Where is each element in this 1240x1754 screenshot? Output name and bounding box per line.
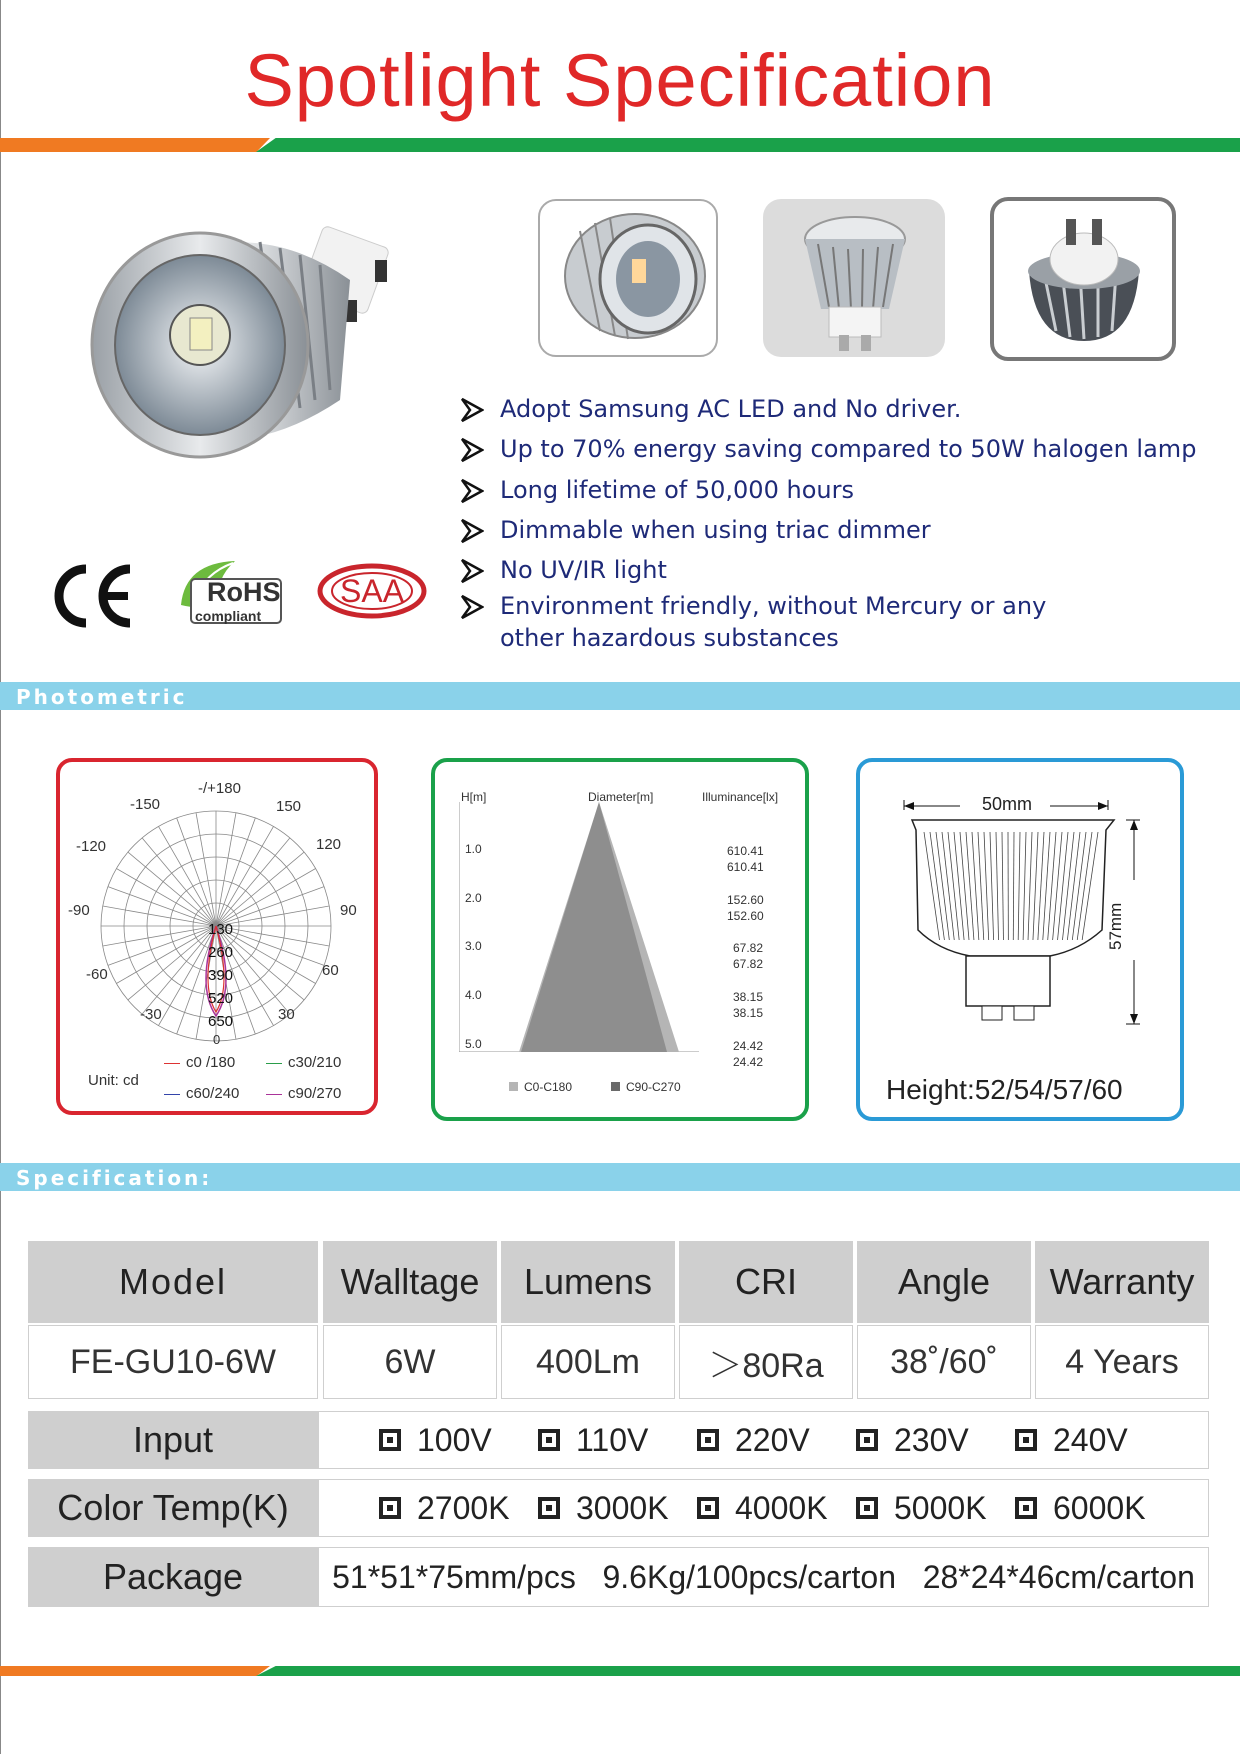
lux-value: 38.15 — [733, 1006, 764, 1020]
lux-value: 152.60 — [727, 893, 764, 907]
input-option[interactable]: 100V — [379, 1422, 492, 1459]
rohs-text: RoHS — [207, 577, 281, 607]
lux-value: 38.15 — [733, 990, 764, 1004]
angle-label: 150 — [276, 798, 302, 815]
header-cri: CRI — [679, 1241, 853, 1323]
legend-c90: c90/270 — [266, 1085, 341, 1102]
photometric-band — [0, 682, 1240, 710]
page-left-border — [0, 0, 1, 1754]
checkbox-icon — [856, 1429, 878, 1451]
package-value-cell — [318, 1547, 1209, 1607]
height-value: 3.0 — [465, 939, 482, 953]
h-axis-label: H[m] — [461, 790, 487, 804]
value-wattage: 6W — [323, 1325, 497, 1399]
arrow-bullet-icon — [460, 437, 484, 463]
angle-label: -60 — [86, 966, 108, 983]
height-value: 1.0 — [465, 842, 482, 856]
feature-item: Long lifetime of 50,000 hours — [500, 476, 854, 504]
angle-label: 30 — [278, 1006, 295, 1023]
angle-label: 60 — [322, 962, 339, 979]
checkbox-icon — [379, 1497, 401, 1519]
thumb-photo-front — [538, 199, 718, 357]
header-warranty: Warranty — [1035, 1241, 1209, 1323]
checkbox-icon — [538, 1429, 560, 1451]
rohs-logo — [175, 555, 283, 631]
feature-item: Dimmable when using triac dimmer — [500, 516, 931, 544]
height-value: 5.0 — [465, 1037, 482, 1051]
heights-caption: Height:52/54/57/60 — [886, 1074, 1123, 1105]
header-wattage: Walltage — [323, 1241, 497, 1323]
lux-value: 67.82 — [733, 941, 764, 955]
feature-item: Environment friendly, without Mercury or any — [500, 592, 1046, 620]
angle-label: -90 — [68, 902, 90, 919]
color-temp-label: Color Temp(K) — [28, 1479, 318, 1537]
lamp-dimension-drawing — [890, 790, 1170, 1060]
package-label: Package — [28, 1547, 318, 1607]
radial-label: 650 — [208, 1013, 234, 1030]
color-temp-option[interactable]: 2700K — [379, 1490, 510, 1527]
package-value: 51*51*75mm/pcs 9.6Kg/100pcs/carton 28*24*46cm/carton — [332, 1558, 1195, 1595]
lux-value: 610.41 — [727, 860, 764, 874]
checkbox-icon — [1015, 1429, 1037, 1451]
arrow-bullet-icon — [460, 397, 484, 423]
cone-diagram-box — [431, 758, 809, 1121]
radial-label: 390 — [208, 967, 234, 984]
color-temp-option[interactable]: 4000K — [697, 1490, 828, 1527]
polar-diagram-box — [56, 758, 378, 1115]
saa-logo — [316, 561, 428, 621]
input-label: Input — [28, 1411, 318, 1469]
input-option[interactable]: 110V — [538, 1422, 648, 1459]
height-value: 2.0 — [465, 891, 482, 905]
checkbox-icon — [697, 1429, 719, 1451]
feature-item-continued: other hazardous substances — [500, 624, 839, 652]
legend-c0: c0 /180 — [164, 1054, 235, 1071]
ce-logo — [54, 563, 136, 629]
dimension-diagram-box — [856, 758, 1184, 1121]
angle-label: 90 — [340, 902, 357, 919]
unit-label: Unit: cd — [88, 1072, 139, 1089]
section-title-photometric: Photometric — [16, 685, 188, 709]
radial-label: 520 — [208, 990, 234, 1007]
arrow-bullet-icon — [460, 558, 484, 584]
checkbox-icon — [379, 1429, 401, 1451]
cone-legend-c0: C0-C180 — [509, 1080, 572, 1094]
feature-item: Up to 70% energy saving compared to 50W halogen lamp — [500, 435, 1196, 463]
illuminance-label: Illuminance[lx] — [702, 790, 779, 804]
radial-label: 260 — [208, 944, 234, 961]
input-option[interactable]: 230V — [856, 1422, 969, 1459]
color-temp-option[interactable]: 6000K — [1015, 1490, 1146, 1527]
top-stripe-green — [256, 138, 1240, 152]
saa-text: SAA — [340, 573, 405, 609]
feature-item: No UV/IR light — [500, 556, 667, 584]
arrow-bullet-icon — [460, 518, 484, 544]
legend-c60: c60/240 — [164, 1085, 239, 1102]
legend-c30: c30/210 — [266, 1054, 341, 1071]
height-dimension: 57mm — [1106, 902, 1125, 950]
angle-label: -30 — [140, 1006, 162, 1023]
main-product-photo — [80, 210, 420, 490]
angle-label: -/+180 — [198, 780, 241, 797]
lux-value: 152.60 — [727, 909, 764, 923]
angle-label: 0 — [213, 1032, 221, 1047]
value-angle: 38˚/60˚ — [857, 1325, 1031, 1399]
thumb-photo-side — [763, 199, 945, 357]
diameter-label: Diameter[m] — [588, 790, 654, 804]
width-dimension: 50mm — [982, 794, 1033, 814]
height-value: 4.0 — [465, 988, 482, 1002]
header-model: Model — [28, 1241, 318, 1323]
page-title: Spotlight Specification — [244, 39, 996, 122]
specification-band — [0, 1163, 1240, 1191]
feature-item: Adopt Samsung AC LED and No driver. — [500, 395, 961, 423]
value-cri: ＞80Ra — [679, 1325, 853, 1399]
checkbox-icon — [1015, 1497, 1037, 1519]
angle-label: -120 — [76, 838, 107, 855]
input-options — [318, 1411, 1209, 1469]
checkbox-icon — [538, 1497, 560, 1519]
header-angle: Angle — [857, 1241, 1031, 1323]
value-warranty: 4 Years — [1035, 1325, 1209, 1399]
bottom-stripe-green — [256, 1666, 1240, 1676]
checkbox-icon — [856, 1497, 878, 1519]
color-temp-option[interactable]: 3000K — [538, 1490, 669, 1527]
color-temp-option[interactable]: 5000K — [856, 1490, 987, 1527]
cone-legend-c90: C90-C270 — [611, 1080, 681, 1094]
section-title-specification: Specification: — [16, 1166, 213, 1190]
arrow-bullet-icon — [460, 594, 484, 620]
bottom-stripe-orange — [0, 1666, 270, 1676]
angle-label: -150 — [130, 796, 161, 813]
thumb-photo-back — [990, 197, 1176, 361]
arrow-bullet-icon — [460, 478, 484, 504]
header-lumens: Lumens — [501, 1241, 675, 1323]
input-option[interactable]: 240V — [1015, 1422, 1128, 1459]
lux-value: 67.82 — [733, 957, 764, 971]
checkbox-icon — [697, 1497, 719, 1519]
top-stripe-orange — [0, 138, 270, 152]
spec-table — [28, 1241, 1212, 1607]
angle-label: 120 — [316, 836, 342, 853]
lux-value: 24.42 — [733, 1039, 764, 1053]
value-lumens: 400Lm — [501, 1325, 675, 1399]
rohs-subtext: compliant — [195, 608, 262, 624]
lux-value: 24.42 — [733, 1055, 764, 1069]
radial-label: 130 — [208, 921, 234, 938]
value-model: FE-GU10-6W — [28, 1325, 318, 1399]
input-option[interactable]: 220V — [697, 1422, 810, 1459]
color-temp-options — [318, 1479, 1209, 1537]
lux-value: 610.41 — [727, 844, 764, 858]
